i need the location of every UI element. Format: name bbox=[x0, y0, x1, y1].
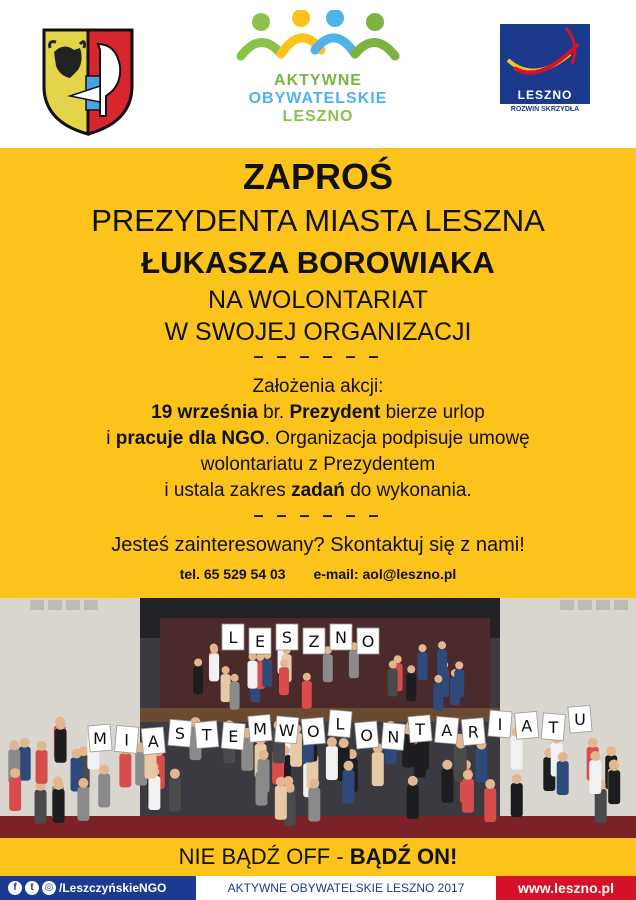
person-body bbox=[407, 785, 419, 819]
aol-logo-line3: LESZNO bbox=[282, 108, 354, 125]
person-head bbox=[344, 761, 354, 771]
people-figures-icon bbox=[233, 10, 403, 70]
body-l2c: bierze urlop bbox=[380, 402, 485, 423]
body-l5c: do wykonania. bbox=[344, 480, 472, 501]
sign-letter-bottom: O bbox=[360, 726, 373, 745]
headline-volunteering: NA WOLONTARIAT bbox=[208, 286, 428, 314]
person-head bbox=[609, 761, 619, 771]
sign-letter-bottom: L bbox=[335, 714, 345, 734]
person-body bbox=[484, 788, 496, 822]
person-body bbox=[343, 770, 355, 804]
leszno-city-logo bbox=[500, 24, 590, 120]
sign-letter-bottom: S bbox=[174, 724, 186, 744]
person-head bbox=[442, 760, 452, 770]
leszno-logo-name: LESZNO bbox=[517, 88, 573, 102]
person-body bbox=[475, 749, 487, 783]
person-head bbox=[309, 778, 319, 788]
person-body bbox=[511, 783, 523, 817]
footer bbox=[0, 876, 636, 900]
person-head bbox=[590, 751, 600, 761]
person-body bbox=[36, 750, 48, 784]
leszno-coat-of-arms-icon bbox=[40, 26, 136, 138]
person-head bbox=[327, 737, 337, 747]
person-body bbox=[608, 770, 620, 804]
body-line-2 bbox=[0, 402, 636, 424]
stage-light bbox=[596, 600, 610, 610]
person-body bbox=[441, 769, 453, 803]
person-body bbox=[437, 649, 447, 677]
sign-letter-bottom: W bbox=[278, 720, 295, 740]
body-works-ngo: pracuje dla NGO bbox=[115, 428, 265, 449]
person-head bbox=[9, 740, 19, 750]
stage-light bbox=[48, 600, 62, 610]
header bbox=[0, 0, 636, 148]
stage-light bbox=[578, 600, 592, 610]
person-body bbox=[302, 681, 312, 709]
person-body bbox=[209, 653, 219, 681]
person-head bbox=[455, 661, 463, 669]
person-head bbox=[339, 738, 349, 748]
sign-letter-top: O bbox=[361, 632, 375, 651]
body-date: 19 września bbox=[151, 402, 258, 423]
person-head bbox=[276, 777, 286, 787]
person-head bbox=[210, 645, 218, 653]
person-head bbox=[10, 768, 20, 778]
sign-letter-bottom: T bbox=[548, 717, 559, 737]
person-body bbox=[258, 759, 270, 793]
sign-letter-top: L bbox=[228, 628, 238, 647]
body-line-3 bbox=[0, 428, 636, 450]
sign-letter-bottom: E bbox=[228, 727, 239, 746]
person-head bbox=[438, 641, 446, 649]
person-body bbox=[193, 666, 203, 694]
sign-letter-bottom: M bbox=[253, 719, 267, 739]
main-panel bbox=[0, 148, 636, 598]
person-body bbox=[417, 652, 427, 680]
person-head bbox=[606, 746, 616, 756]
sign-letter-bottom: U bbox=[574, 710, 586, 730]
person-head bbox=[407, 665, 415, 673]
aktywne-obywatelskie-leszno-logo bbox=[228, 10, 408, 135]
sign-letter-bottom: R bbox=[467, 722, 479, 742]
person-body bbox=[55, 729, 67, 763]
sign-letter-bottom: I bbox=[124, 730, 130, 750]
sign-letter-bottom: M bbox=[93, 729, 107, 748]
sign-letter-bottom: A bbox=[441, 721, 453, 741]
headline-organization: W SWOJEJ ORGANIZACJI bbox=[164, 318, 472, 346]
person-head bbox=[170, 769, 180, 779]
aol-logo-line2: OBYWATELSKIE bbox=[248, 90, 388, 107]
wings-icon bbox=[500, 24, 590, 88]
person-body bbox=[279, 667, 289, 695]
twitter-icon[interactable]: t bbox=[25, 881, 39, 895]
body-tasks: zadań bbox=[291, 480, 345, 501]
person-head bbox=[463, 770, 473, 780]
person-head bbox=[259, 750, 269, 760]
sign-letter-bottom: T bbox=[415, 719, 425, 739]
person-head bbox=[37, 741, 47, 751]
body-line-4: wolontariatu z Prezydentem bbox=[200, 454, 436, 475]
person-body bbox=[35, 790, 47, 824]
group-photo bbox=[0, 598, 636, 838]
separator-bottom: – – – – – – bbox=[253, 505, 383, 525]
body-intro: Założenia akcji: bbox=[252, 376, 384, 397]
person-body bbox=[230, 682, 240, 710]
person-body bbox=[275, 786, 287, 820]
sign-letter-bottom: N bbox=[387, 727, 400, 747]
body-l2a: br. bbox=[257, 402, 290, 423]
contact-phone: tel. 65 529 54 03 bbox=[179, 566, 286, 582]
person-head bbox=[99, 764, 109, 774]
person-head bbox=[418, 644, 426, 652]
headline-name: ŁUKASZA BOROWIAKA bbox=[141, 245, 495, 280]
person-body bbox=[148, 776, 160, 810]
person-head bbox=[72, 748, 82, 758]
person-head bbox=[588, 738, 598, 748]
body-line-5 bbox=[0, 480, 636, 502]
instagram-icon[interactable]: ◎ bbox=[42, 881, 56, 895]
footer-social[interactable] bbox=[0, 876, 196, 900]
person-head bbox=[194, 658, 202, 666]
person-head bbox=[434, 675, 442, 683]
person-body bbox=[119, 753, 131, 787]
group-photo-illustration bbox=[0, 598, 636, 838]
person-body bbox=[248, 661, 258, 689]
body-president: Prezydent bbox=[289, 402, 381, 423]
person-body bbox=[511, 736, 523, 770]
sign-letter-bottom: A bbox=[521, 716, 533, 736]
person-body bbox=[557, 761, 569, 795]
person-head bbox=[20, 738, 30, 748]
person-body bbox=[406, 673, 416, 701]
person-head bbox=[54, 780, 64, 790]
person-head bbox=[78, 778, 88, 788]
headline-invite: ZAPROŚ bbox=[242, 156, 393, 197]
person-head bbox=[485, 779, 495, 789]
person-body bbox=[53, 789, 65, 823]
person-head bbox=[222, 666, 230, 674]
sign-letter-bottom: O bbox=[307, 722, 320, 742]
person-head bbox=[512, 774, 522, 784]
person-head bbox=[303, 673, 311, 681]
sign-letter-top: Z bbox=[308, 632, 320, 651]
person-body bbox=[462, 779, 474, 813]
person-body bbox=[9, 777, 21, 811]
person-body bbox=[454, 669, 464, 697]
sign-letter-bottom: A bbox=[147, 731, 159, 751]
sign-letter-bottom: I bbox=[497, 715, 503, 734]
body-l5a: i ustala zakres bbox=[164, 480, 292, 501]
person-head bbox=[231, 674, 239, 682]
footer-website-link[interactable]: www.leszno.pl bbox=[496, 876, 636, 900]
person-body bbox=[308, 787, 320, 821]
person-body bbox=[19, 747, 31, 781]
person-head bbox=[56, 720, 66, 730]
slogan-on: BĄDŹ ON! bbox=[349, 844, 458, 869]
stage-light bbox=[30, 600, 44, 610]
person-body bbox=[589, 760, 601, 794]
stage-light bbox=[560, 600, 574, 610]
person-body bbox=[323, 654, 333, 682]
person-body bbox=[169, 778, 181, 812]
sign-letter-top: E bbox=[254, 632, 266, 651]
sign-letter-top: N bbox=[335, 628, 347, 647]
leszno-logo-tagline: ROZWIŃ SKRZYDŁA bbox=[510, 106, 580, 113]
stage-light bbox=[614, 600, 628, 610]
person-body bbox=[433, 683, 443, 711]
person-body bbox=[372, 752, 384, 786]
person-head bbox=[558, 752, 568, 762]
person-head bbox=[389, 661, 397, 669]
contact-info bbox=[0, 566, 636, 582]
person-body bbox=[262, 659, 272, 687]
footer-social-handle: /LeszczyńskieNGO bbox=[59, 881, 167, 895]
person-body bbox=[98, 773, 110, 807]
stage-light bbox=[84, 600, 98, 610]
footer-organizer: AKTYWNE OBYWATELSKIE LESZNO 2017 bbox=[196, 876, 496, 900]
stage-light bbox=[66, 600, 80, 610]
slogan bbox=[0, 838, 636, 876]
contact-question: Jesteś zainteresowany? Skontaktuj się z nami! bbox=[111, 534, 525, 556]
headline-title: PREZYDENTA MIASTA LESZNA bbox=[91, 203, 545, 238]
person-body bbox=[388, 669, 398, 697]
person-body bbox=[326, 746, 338, 780]
body-l3a: i bbox=[106, 428, 116, 449]
sign-letter-bottom: T bbox=[201, 725, 212, 745]
facebook-icon[interactable]: f bbox=[8, 881, 22, 895]
person-body bbox=[221, 674, 231, 702]
slogan-off: NIE BĄDŹ OFF - bbox=[178, 844, 350, 869]
person-head bbox=[280, 659, 288, 667]
person-body bbox=[77, 787, 89, 821]
separator-top: – – – – – – bbox=[253, 346, 383, 366]
leszno-logo-box bbox=[500, 24, 590, 104]
person-head bbox=[408, 776, 418, 786]
body-l3c: . Organizacja podpisuje umowę bbox=[264, 428, 530, 449]
sign-letter-top: S bbox=[281, 628, 293, 647]
contact-email: e-mail: aol@leszno.pl bbox=[313, 566, 457, 582]
person-body bbox=[349, 650, 359, 678]
aol-logo-line1: AKTYWNE bbox=[274, 72, 362, 89]
